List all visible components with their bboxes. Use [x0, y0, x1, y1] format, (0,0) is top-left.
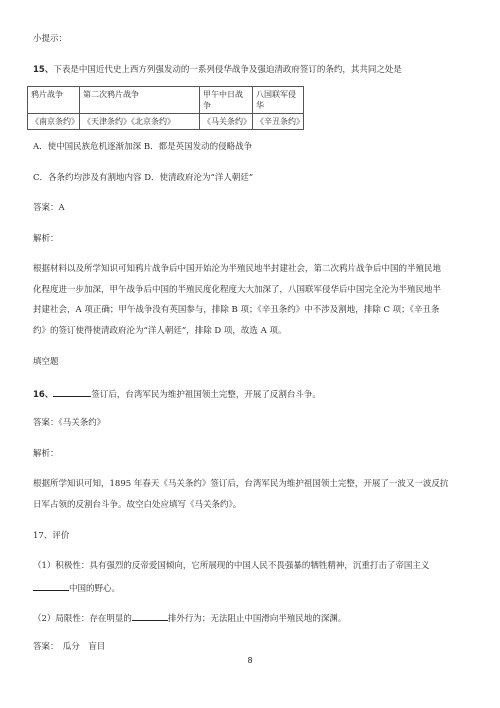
table-row — [28, 114, 472, 130]
question-number: 15、 — [33, 65, 54, 75]
q17-item1-tail: 中国的野心。 — [69, 584, 121, 594]
q17-item2 — [33, 611, 346, 625]
table-header-row — [28, 87, 472, 114]
option-c-d: C．各条约均涉及有割地内容 D．使清政府沦为“洋人朝廷” — [33, 173, 254, 183]
fill-blank — [53, 387, 91, 397]
table-cell: 《辛丑条约》 — [253, 114, 304, 130]
analysis-15-line: 化程度进一步加深，甲午战争后中国的半殖民度化程度大大加深了，八国联军侵华后中国完全沦为半殖民地半 — [33, 285, 442, 295]
war-treaty-table — [27, 86, 472, 130]
analysis-16-line: 根据所学知识可知，1895 年春天《马关条约》签订后，台湾军民为维护祖国领土完整，开展了一波又一波反抗 — [33, 479, 449, 489]
question-17-stem — [33, 530, 69, 542]
q17-item1-line2 — [33, 581, 120, 595]
analysis-15-line: 约》的签订使得使清政府沦为“洋人朝廷”，排除 D 项，故选 A 项。 — [33, 326, 287, 336]
q17-item1-line1: （1）积极性：具有强烈的反帝爱国倾向，它所展现的中国人民不畏强暴的牺牲精神，沉重打击了帝国主义 — [33, 561, 430, 571]
question-text: 下表是中国近代史上西方列强发动的一系列侵华战争及强迫清政府签订的条约，其共同之处是 — [53, 65, 402, 75]
fill-blank — [132, 611, 168, 621]
fill-blank — [33, 581, 69, 591]
answer-16: 答案：《马关条约》 — [33, 418, 106, 428]
question-15-stem — [33, 64, 402, 76]
table-empty-cell — [304, 87, 472, 114]
option-a-b: A．使中国民族危机逐渐加深 B．都是英国发动的侵略战争 — [33, 142, 253, 152]
table-header-cell: 鸦片战争 — [28, 87, 80, 114]
tip-label: 小提示： — [33, 34, 68, 44]
answer-15: 答案：A — [33, 203, 65, 213]
question-number: 17、 — [33, 531, 53, 541]
table-header-cell: 八国联军侵华 — [253, 87, 304, 114]
table-header-cell: 第二次鸦片战争 — [80, 87, 200, 114]
analysis-16-line: 日军占领的反割台斗争。故空白处应填写《马关条约》。 — [33, 500, 242, 510]
question-text: 签订后，台湾军民为维护祖国领土完整，开展了反割台斗争。 — [91, 390, 321, 400]
analysis-label-16: 解析： — [33, 449, 59, 459]
q17-item2-prefix: （2）局限性：存在明显的 — [33, 614, 132, 624]
answer-17: 答案： 瓜分 盲目 — [33, 642, 106, 652]
table-cell: 《马关条约》 — [200, 114, 253, 130]
table-cell: 《南京条约》 — [28, 114, 80, 130]
table-empty-cell — [304, 114, 472, 130]
analysis-15-line: 根据材料以及所学知识可知鸦片战争后中国开始沦为半殖民地半封建社会，第二次鸦片战争后中国的半殖民地 — [33, 264, 442, 274]
page-number: 8 — [247, 656, 253, 665]
question-16-stem — [33, 387, 321, 401]
question-number: 16、 — [33, 390, 54, 400]
table-header-cell: 甲午中日战争 — [200, 87, 253, 114]
question-text: 评价 — [52, 531, 70, 541]
q17-item2-suffix: 排外行为；无法阻止中国滑向半殖民地的深渊。 — [167, 614, 347, 624]
table-cell: 《天津条约》《北京条约》 — [80, 114, 200, 130]
section-title: 填空题 — [33, 357, 59, 367]
analysis-label-15: 解析： — [33, 234, 59, 244]
analysis-15-line: 封建社会，A 项正确；甲午战争没有英国参与，排除 B 项；《辛丑条约》中不涉及割地，排除 C 项；《辛丑条 — [33, 305, 440, 315]
